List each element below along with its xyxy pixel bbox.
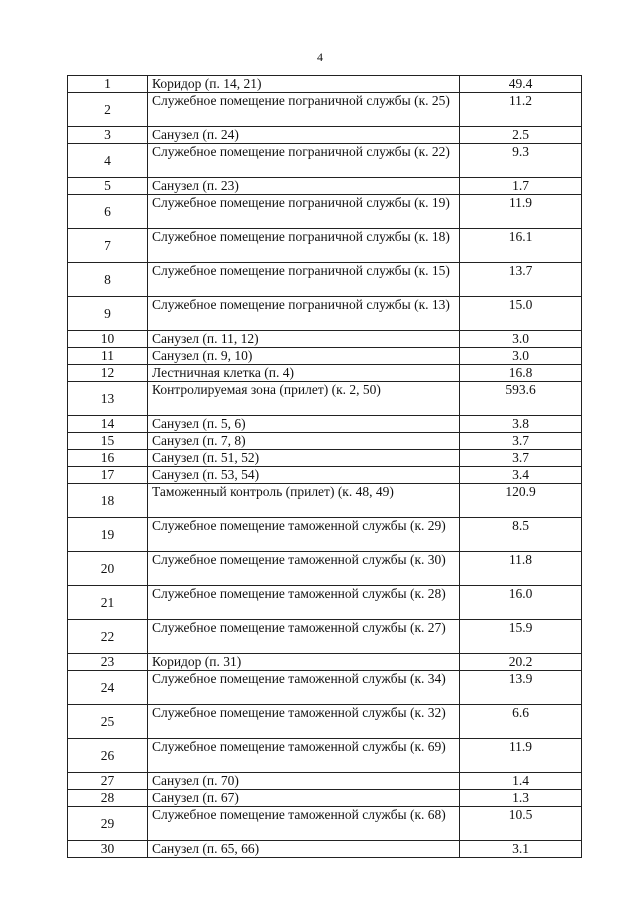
room-name-cell: Коридор (п. 14, 21) [148, 76, 460, 93]
row-number-cell: 12 [68, 365, 148, 382]
room-name-cell: Служебное помещение таможенной службы (к. 30) [148, 552, 460, 586]
row-number-cell: 3 [68, 127, 148, 144]
table-row [68, 807, 582, 841]
room-name-cell: Санузел (п. 24) [148, 127, 460, 144]
row-number-cell: 6 [68, 195, 148, 229]
row-number-cell: 7 [68, 229, 148, 263]
row-number-cell: 2 [68, 93, 148, 127]
table-row [68, 552, 582, 586]
table-row [68, 654, 582, 671]
room-area-cell: 3.7 [460, 450, 582, 467]
room-area-cell: 11.8 [460, 552, 582, 586]
room-area-cell: 11.9 [460, 195, 582, 229]
row-number-cell: 18 [68, 484, 148, 518]
room-area-cell: 13.7 [460, 263, 582, 297]
row-number-cell: 22 [68, 620, 148, 654]
room-name-cell: Санузел (п. 70) [148, 773, 460, 790]
room-name-cell: Служебное помещение пограничной службы (к. 19) [148, 195, 460, 229]
table-row [68, 705, 582, 739]
table-row [68, 841, 582, 858]
room-area-cell: 16.0 [460, 586, 582, 620]
room-area-cell: 10.5 [460, 807, 582, 841]
room-area-cell: 6.6 [460, 705, 582, 739]
table-row [68, 76, 582, 93]
room-name-cell: Служебное помещение пограничной службы (к. 22) [148, 144, 460, 178]
table-row [68, 263, 582, 297]
room-area-cell: 15.9 [460, 620, 582, 654]
row-number-cell: 29 [68, 807, 148, 841]
row-number-cell: 23 [68, 654, 148, 671]
row-number-cell: 20 [68, 552, 148, 586]
room-area-cell: 1.7 [460, 178, 582, 195]
room-area-cell: 593.6 [460, 382, 582, 416]
room-name-cell: Санузел (п. 23) [148, 178, 460, 195]
room-name-cell: Санузел (п. 9, 10) [148, 348, 460, 365]
room-name-cell: Служебное помещение таможенной службы (к. 28) [148, 586, 460, 620]
table-row [68, 178, 582, 195]
row-number-cell: 13 [68, 382, 148, 416]
room-area-cell: 120.9 [460, 484, 582, 518]
row-number-cell: 19 [68, 518, 148, 552]
room-area-cell: 8.5 [460, 518, 582, 552]
room-area-cell: 3.7 [460, 433, 582, 450]
room-name-cell: Коридор (п. 31) [148, 654, 460, 671]
room-area-cell: 1.3 [460, 790, 582, 807]
rooms-table [67, 75, 582, 858]
row-number-cell: 15 [68, 433, 148, 450]
rooms-table-body [68, 76, 582, 858]
table-row [68, 518, 582, 552]
table-row [68, 416, 582, 433]
table-row [68, 671, 582, 705]
room-name-cell: Служебное помещение таможенной службы (к. 27) [148, 620, 460, 654]
table-row [68, 297, 582, 331]
table-row [68, 433, 582, 450]
row-number-cell: 4 [68, 144, 148, 178]
room-name-cell: Служебное помещение пограничной службы (к. 15) [148, 263, 460, 297]
room-area-cell: 3.0 [460, 331, 582, 348]
room-area-cell: 49.4 [460, 76, 582, 93]
room-name-cell: Санузел (п. 51, 52) [148, 450, 460, 467]
table-row [68, 467, 582, 484]
room-name-cell: Таможенный контроль (прилет) (к. 48, 49) [148, 484, 460, 518]
row-number-cell: 27 [68, 773, 148, 790]
table-row [68, 586, 582, 620]
room-name-cell: Служебное помещение пограничной службы (к. 18) [148, 229, 460, 263]
table-row [68, 620, 582, 654]
room-area-cell: 3.0 [460, 348, 582, 365]
row-number-cell: 25 [68, 705, 148, 739]
row-number-cell: 14 [68, 416, 148, 433]
table-row [68, 484, 582, 518]
row-number-cell: 11 [68, 348, 148, 365]
room-name-cell: Санузел (п. 5, 6) [148, 416, 460, 433]
table-row [68, 195, 582, 229]
row-number-cell: 1 [68, 76, 148, 93]
table-row [68, 144, 582, 178]
row-number-cell: 26 [68, 739, 148, 773]
room-area-cell: 11.2 [460, 93, 582, 127]
room-name-cell: Служебное помещение пограничной службы (к. 25) [148, 93, 460, 127]
room-area-cell: 15.0 [460, 297, 582, 331]
table-row [68, 93, 582, 127]
room-area-cell: 1.4 [460, 773, 582, 790]
row-number-cell: 24 [68, 671, 148, 705]
room-name-cell: Служебное помещение таможенной службы (к. 68) [148, 807, 460, 841]
row-number-cell: 21 [68, 586, 148, 620]
room-name-cell: Санузел (п. 11, 12) [148, 331, 460, 348]
room-name-cell: Служебное помещение таможенной службы (к. 29) [148, 518, 460, 552]
table-row [68, 348, 582, 365]
row-number-cell: 17 [68, 467, 148, 484]
room-name-cell: Санузел (п. 65, 66) [148, 841, 460, 858]
table-row [68, 739, 582, 773]
room-area-cell: 9.3 [460, 144, 582, 178]
room-name-cell: Санузел (п. 7, 8) [148, 433, 460, 450]
row-number-cell: 30 [68, 841, 148, 858]
room-area-cell: 16.8 [460, 365, 582, 382]
room-name-cell: Служебное помещение таможенной службы (к. 34) [148, 671, 460, 705]
room-area-cell: 2.5 [460, 127, 582, 144]
room-area-cell: 3.8 [460, 416, 582, 433]
room-name-cell: Лестничная клетка (п. 4) [148, 365, 460, 382]
room-area-cell: 11.9 [460, 739, 582, 773]
row-number-cell: 9 [68, 297, 148, 331]
room-area-cell: 3.4 [460, 467, 582, 484]
table-row [68, 773, 582, 790]
room-area-cell: 20.2 [460, 654, 582, 671]
room-name-cell: Служебное помещение таможенной службы (к. 69) [148, 739, 460, 773]
row-number-cell: 8 [68, 263, 148, 297]
room-area-cell: 3.1 [460, 841, 582, 858]
table-row [68, 382, 582, 416]
room-name-cell: Контролируемая зона (прилет) (к. 2, 50) [148, 382, 460, 416]
row-number-cell: 10 [68, 331, 148, 348]
room-name-cell: Санузел (п. 67) [148, 790, 460, 807]
room-area-cell: 16.1 [460, 229, 582, 263]
table-row [68, 331, 582, 348]
row-number-cell: 5 [68, 178, 148, 195]
table-row [68, 790, 582, 807]
room-name-cell: Служебное помещение таможенной службы (к. 32) [148, 705, 460, 739]
table-row [68, 229, 582, 263]
page-number: 4 [317, 50, 323, 64]
table-row [68, 127, 582, 144]
room-name-cell: Служебное помещение пограничной службы (к. 13) [148, 297, 460, 331]
room-name-cell: Санузел (п. 53, 54) [148, 467, 460, 484]
row-number-cell: 28 [68, 790, 148, 807]
table-row [68, 450, 582, 467]
row-number-cell: 16 [68, 450, 148, 467]
room-area-cell: 13.9 [460, 671, 582, 705]
table-row [68, 365, 582, 382]
